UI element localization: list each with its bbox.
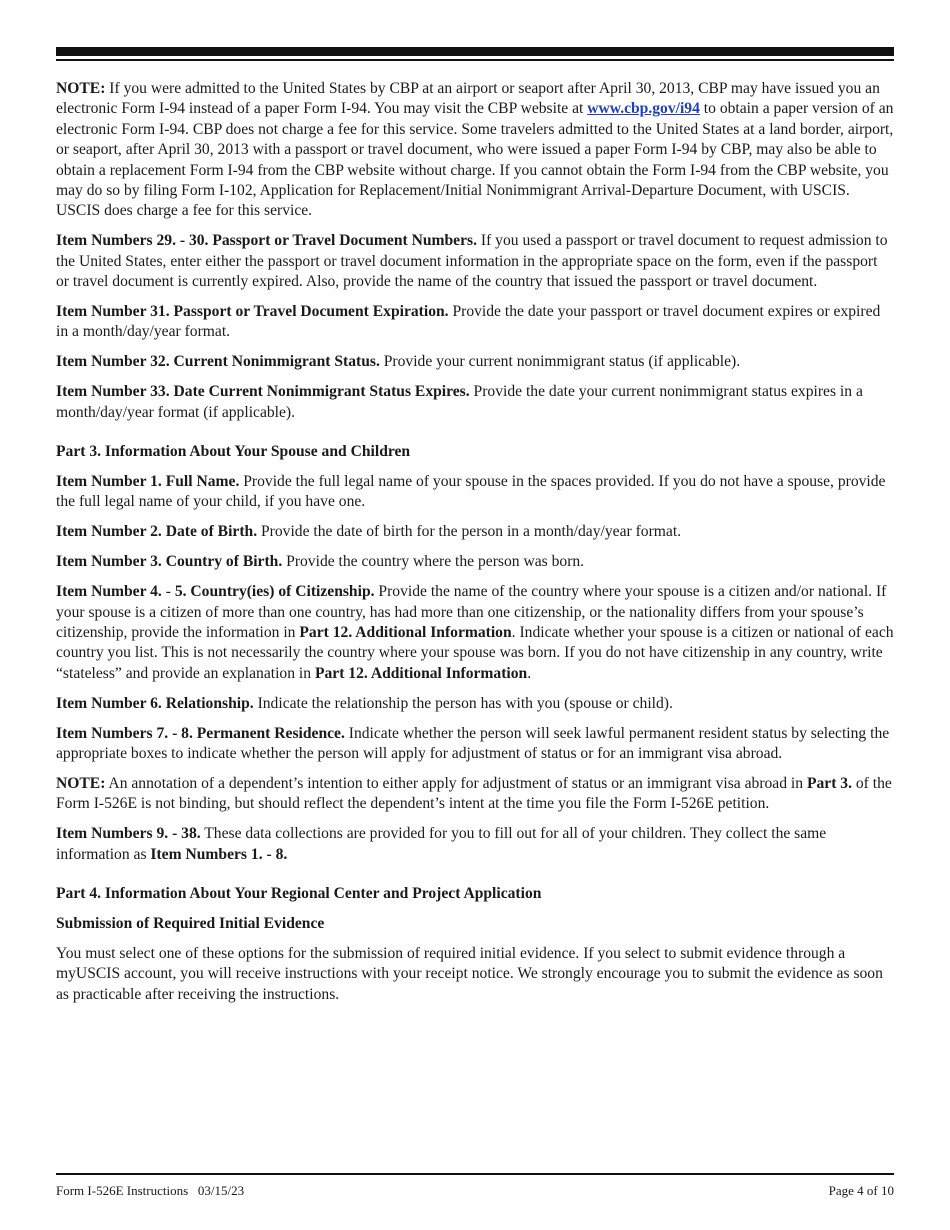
bold-text: Part 12. Additional Information xyxy=(314,664,528,682)
p3-item-3 xyxy=(56,552,894,572)
bold-text: Item Numbers 9. - 38. xyxy=(56,825,201,843)
body-text: Indicate whether the person will seek lawful permanent resident status by selecting the appropriate boxes to indicate whether the person will apply for adjustment of status or for an immigrant visa abroad. xyxy=(56,724,890,762)
item-31 xyxy=(56,302,894,343)
body-text: of the Form I-526E is not binding, but should reflect the dependent’s intent at the time you file the Form I-526E petition. xyxy=(56,774,892,813)
bold-text: Part 12. Additional Information xyxy=(299,623,512,641)
item-32 xyxy=(56,352,894,372)
document-body xyxy=(56,79,894,1015)
bold-text: Item Numbers 7. - 8. Permanent Residence. xyxy=(56,724,345,742)
bold-text: Item Number 1. Full Name. xyxy=(56,473,240,490)
bold-text: Submission of Required Initial Evidence xyxy=(56,914,325,932)
p3-item-4-5 xyxy=(56,582,894,684)
bold-text: Item Number 4. xyxy=(56,583,162,601)
note-i94 xyxy=(56,79,894,222)
p3-item-1 xyxy=(56,472,894,513)
footer-form-id: Form I-526E Instructions 03/15/23 xyxy=(56,1183,245,1198)
bold-text: NOTE: xyxy=(56,774,106,792)
body-text: Indicate the relationship the person has with you (spouse or child). xyxy=(253,694,673,712)
body-text: If you were admitted to the United States by CBP at an airport or seaport after April 30, 2013, CBP may have issued you an electronic Form I-94 instead of a paper Form I-94. You may visit the CBP website at xyxy=(56,80,880,118)
part4-heading xyxy=(56,884,894,904)
body-text: Provide the date your passport or travel document expires or expired in a month/day/year format. xyxy=(56,303,881,341)
note-dependent xyxy=(56,774,894,815)
bold-text: Part 4. Information About Your Regional Center and Project Application xyxy=(56,885,542,902)
bold-text: Item Number 31. Passport or Travel Document Expiration. xyxy=(56,303,449,321)
body-text: to obtain a paper version of an electronic Form I-94. CBP does not charge a fee for this service. Some travelers admitted to the United States at a land border, airport, or seaport, after April 30, 2013 with a passport or travel document, who were issued a paper Form I-94 by CBP, may also be able to obtain a replacement Form I-94 from the CBP website without charge. If you cannot obtain the Form I-94 from the CBP website, you may do so by filing Form I-102, Application for Replacement/Initial Nonimmigrant Arrival-Departure Document, with USCIS. USCIS does charge a fee for this service. xyxy=(56,100,894,220)
p3-item-7-8 xyxy=(56,724,894,765)
header-rule-thick xyxy=(56,47,894,56)
item-29-30 xyxy=(56,231,894,292)
body-text: Provide the full legal name of your spouse in the spaces provided. If you do not have a spouse, provide the full legal name of your child, if you have one. xyxy=(56,473,886,511)
footer-page-number: Page 4 of 10 xyxy=(828,1183,894,1198)
body-text: Provide the name of the country where your spouse is a citizen and/or national. If your spouse is a citizen of more than one country, has had more than one citizenship, or the nationality differs from your spouse’s citizenship, provide the information in xyxy=(56,583,887,641)
bold-text: Item Number 2. Date of Birth. xyxy=(56,523,258,541)
bold-text: Item Number 3. Country of Birth. xyxy=(56,553,283,571)
body-text: If you used a passport or travel document to request admission to the United States, enter either the passport or travel document information in the appropriate space on the form, even if the passport or travel document is currently expired. Also, provide the name of the country that issued the passport or travel document. xyxy=(56,232,888,291)
body-text: You must select one of these options for the submission of required initial evidence. If you select to submit evidence through a myUSCIS account, you will receive instructions with your receipt notice. We strongly encourage you to submit the evidence as soon as practicable after receiving the instructions. xyxy=(56,944,883,1003)
body-text: These data collections are provided for you to fill out for all of your children. They collect the same information as xyxy=(56,825,827,863)
body-text: . xyxy=(527,664,532,682)
part3-heading xyxy=(56,442,894,462)
submission-heading xyxy=(56,914,894,934)
body-text: . Indicate whether your spouse is a citizen or national of each country you list. This is not necessarily the country where your spouse was born. If you do not have citizenship in any country, write “stateless” and provide an explanation in xyxy=(56,623,894,682)
item-33 xyxy=(56,382,894,423)
bold-text: Item Number 32. Current Nonimmigrant Status. xyxy=(56,353,380,371)
cbp-website-link[interactable]: www.cbp.gov/i94 xyxy=(587,100,700,118)
header-rule-thin xyxy=(56,59,894,61)
footer-rule xyxy=(56,1173,894,1175)
submission-text xyxy=(56,944,894,1005)
bold-text: Item Numbers 29. - 30. Passport or Travel Document Numbers. xyxy=(56,232,477,250)
bold-text: Item Numbers 1. - 8. xyxy=(150,845,288,863)
body-text: An annotation of a dependent’s intention to either apply for adjustment of status or an immigrant visa abroad in xyxy=(105,774,807,792)
bold-text: Item Number 33. Date Current Nonimmigrant Status Expires. xyxy=(56,383,470,401)
p3-item-2 xyxy=(56,522,894,542)
body-text: Provide the date your current nonimmigrant status expires in a month/day/year format (if applicable). xyxy=(56,383,863,421)
body-text: Provide the date of birth for the person in a month/day/year format. xyxy=(257,523,682,541)
bold-text: Part 3. xyxy=(806,774,852,792)
bold-text: NOTE: xyxy=(56,80,106,97)
body-text: Provide your current nonimmigrant status (if applicable). xyxy=(379,353,741,371)
p3-item-9-38 xyxy=(56,824,894,865)
bold-text: Part 3. Information About Your Spouse and Children xyxy=(56,443,411,461)
body-text: - xyxy=(161,583,175,601)
p3-item-6 xyxy=(56,694,894,714)
bold-text: 5. Country(ies) of Citizenship. xyxy=(174,583,375,601)
body-text: Provide the country where the person was born. xyxy=(282,553,585,571)
bold-text: Item Number 6. Relationship. xyxy=(56,694,254,712)
